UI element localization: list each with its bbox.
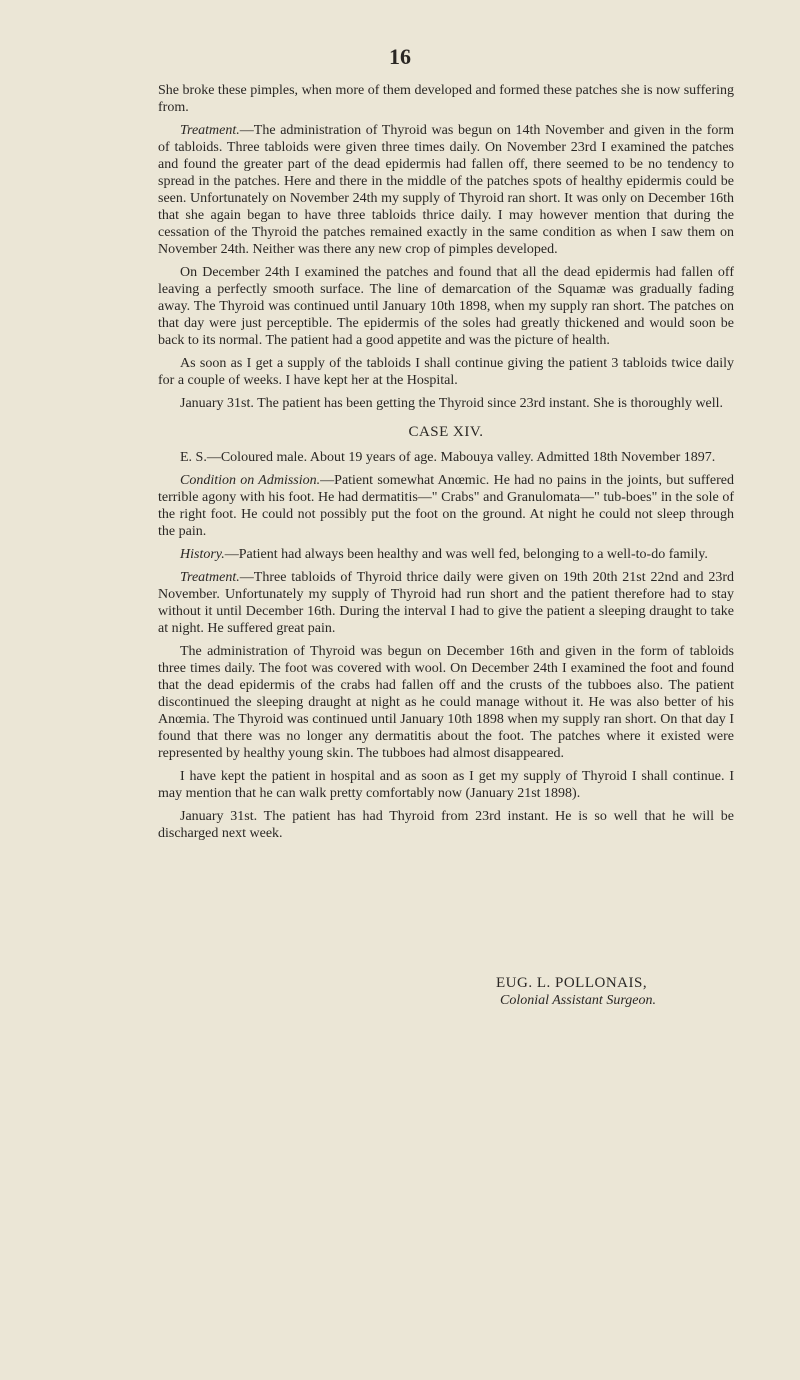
case-heading: CASE XIV.	[408, 424, 484, 440]
case-treatment-text: —Three tabloids of Thyroid thrice daily were given on 19th 20th 21st 22nd and 23rd November. Unfortunately my supply of Thyroid had run short and the patient therefore had to stay without it until December 16th. During the interval I had to give the patient a sleeping draught to take at night. He suffered great pain.	[158, 570, 734, 636]
page-body	[158, 82, 734, 848]
intro-paragraph-3: On December 24th I examined the patches and found that all the dead epidermis had fallen off leaving a perfectly smooth surface. The line of demarcation of the Squamæ was gradually fading away. The Thyroid was continued until January 10th 1898, when my supply ran short. The patches on that day were just perceptible. The epidermis of the soles had greatly thickened and would soon be back to its normal. The patient had a good appetite and was the picture of health.	[158, 265, 734, 348]
intro-paragraph-5: January 31st. The patient has been getting the Thyroid since 23rd instant. She is thoroughly well.	[180, 396, 724, 411]
history-text: —Patient had always been healthy and was well fed, belonging to a well-to-do family.	[224, 547, 708, 562]
case-history-paragraph	[158, 546, 734, 563]
page-number: 16	[389, 44, 411, 69]
case-paragraph-6: I have kept the patient in hospital and as soon as I get my supply of Thyroid I shall continue. I may mention that he can walk pretty comfortably now (January 21st 1898).	[158, 769, 734, 801]
case-treatment-paragraph	[158, 569, 734, 637]
treatment-lead: Treatment.	[180, 123, 240, 138]
case-treatment-lead: Treatment.	[180, 570, 240, 585]
case-paragraph-7: January 31st. The patient has had Thyroid from 23rd instant. He is so well that he will be discharged next week.	[158, 809, 734, 841]
signature-name: EUG. L. POLLONAIS,	[496, 975, 648, 991]
case-paragraph-5: The administration of Thyroid was begun on December 16th and given in the form of tabloids three times daily. The foot was covered with wool. On December 24th I examined the foot and found that the dead epidermis of the crabs had fallen off and the crusts of the tubboes also. The patient discontinued the sleeping draught at night as he could manage without it. He was also better of his Anœmia. The Thyroid was continued until January 10th 1898 when my supply ran short. On that day I found that there was no longer any dermatitis about the foot. The patches where it existed were represented by healthy young skin. The tubboes had almost disappeared.	[158, 644, 734, 761]
intro-paragraph-1: She broke these pimples, when more of them developed and formed these patches she is now suffering from.	[158, 83, 734, 115]
history-lead: History.	[180, 547, 225, 562]
intro-paragraph-4: As soon as I get a supply of the tabloids I shall continue giving the patient 3 tabloids twice daily for a couple of weeks. I have kept her at the Hospital.	[158, 356, 734, 388]
treatment-text: —The administration of Thyroid was begun on 14th November and given in the form of tabloids. Three tabloids were given three times daily. On November 23rd I examined the patches and found the greater part of the dead epidermis had fallen off, there seemed to be no tendency to spread in the patches. Here and there in the middle of the patches spots of healthy epidermis could be seen. Unfortunately on November 24th my supply of Thyroid ran short. It was only on December 16th that she again began to have three tabloids thrice daily. I may however mention that during the cessation of the Thyroid the patches remained exactly in the same condition as when I saw them on November 24th. Neither was there any new crop of pimples developed.	[158, 123, 734, 257]
signature-block	[496, 974, 756, 1010]
signature-title: Colonial Assistant Surgeon.	[500, 993, 656, 1008]
condition-lead: Condition on Admission.	[180, 473, 321, 488]
intro-treatment-paragraph	[158, 122, 734, 258]
condition-text: —Patient somewhat Anœmic. He had no pains in the joints, but suffered terrible agony with his foot. He had dermatitis—" Crabs" and Granulomata—" tub-boes" in the sole of the right foot. He could not possibly put the foot on the ground. At night he could not sleep through the pain.	[158, 473, 734, 539]
case-condition-paragraph	[158, 472, 734, 540]
case-paragraph-1: E. S.—Coloured male. About 19 years of age. Mabouya valley. Admitted 18th November 1897.	[180, 450, 716, 465]
